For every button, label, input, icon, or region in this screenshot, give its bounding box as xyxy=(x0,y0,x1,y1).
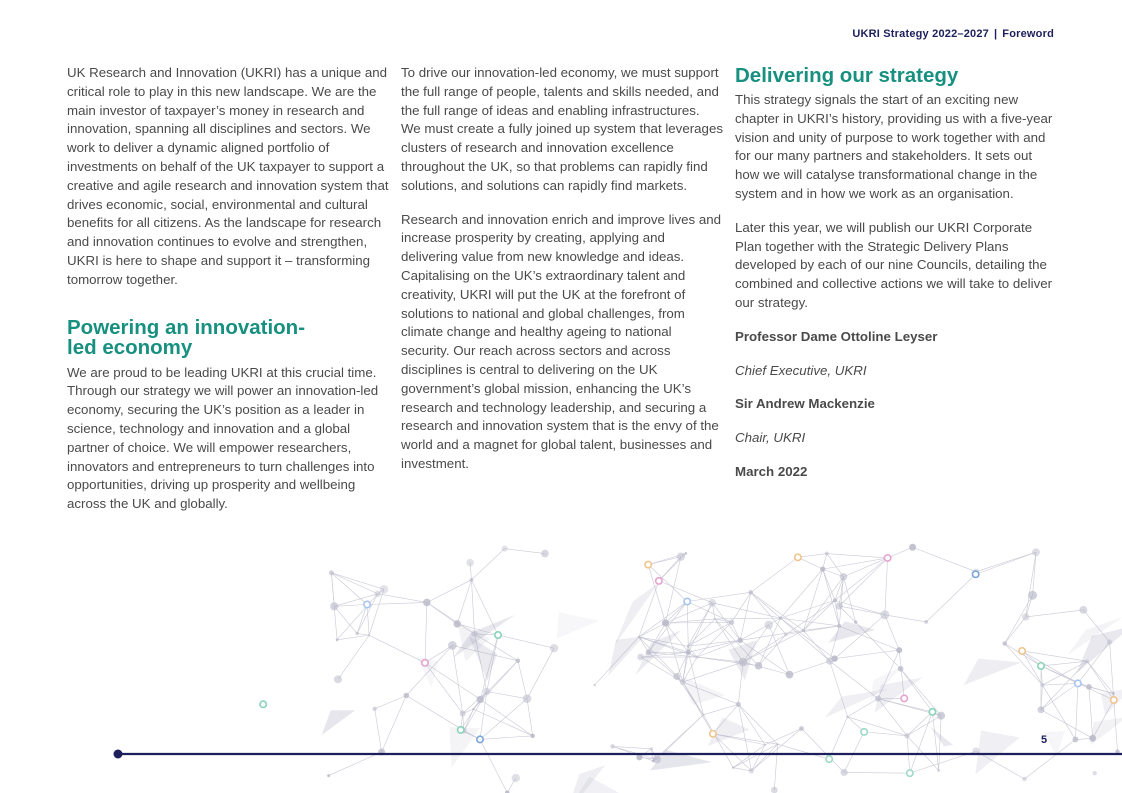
network-node xyxy=(466,559,474,567)
network-node xyxy=(686,650,691,655)
network-node xyxy=(779,617,782,620)
network-link xyxy=(452,645,462,713)
network-node xyxy=(739,658,748,667)
running-header-title: UKRI Strategy 2022–2027 xyxy=(852,28,989,40)
page-number: 5 xyxy=(1041,734,1048,746)
network-link xyxy=(1042,683,1077,685)
network-node xyxy=(650,747,653,750)
column-2 xyxy=(401,64,723,489)
network-node xyxy=(1032,548,1040,556)
network-node xyxy=(854,620,857,623)
network-node xyxy=(732,766,735,769)
network-link xyxy=(823,569,840,626)
network-link xyxy=(738,704,777,744)
network-node xyxy=(835,602,842,609)
network-node xyxy=(684,598,690,604)
network-link xyxy=(976,552,1036,571)
network-node xyxy=(653,755,661,763)
network-node xyxy=(1079,606,1087,614)
network-node xyxy=(368,634,370,636)
network-node xyxy=(771,787,778,793)
network-node xyxy=(329,570,334,575)
network-link xyxy=(801,728,844,772)
network-link xyxy=(331,573,367,605)
network-node xyxy=(861,729,867,735)
network-link xyxy=(464,692,487,731)
network-link xyxy=(751,592,781,618)
network-node xyxy=(1037,706,1044,713)
network-node xyxy=(749,768,754,773)
network-link xyxy=(798,557,823,569)
network-node xyxy=(749,590,753,594)
network-link xyxy=(843,558,887,577)
network-link xyxy=(1033,552,1036,595)
network-link xyxy=(427,580,472,603)
network-link xyxy=(827,554,844,577)
network-link xyxy=(527,699,533,736)
network-link xyxy=(907,712,932,736)
network-node xyxy=(477,696,484,703)
network-link xyxy=(1026,552,1036,617)
signatory-name: Professor Dame Ottoline Leyser xyxy=(735,328,938,344)
network-link xyxy=(844,732,864,773)
network-node xyxy=(1022,777,1027,782)
network-node xyxy=(1022,613,1029,620)
network-node xyxy=(1111,697,1117,703)
network-node xyxy=(695,655,698,658)
network-node xyxy=(1112,692,1115,695)
network-link xyxy=(844,772,910,773)
network-link xyxy=(1024,740,1075,779)
section-heading-powering: Powering an innovation-led economy xyxy=(67,315,306,359)
network-link xyxy=(780,600,835,618)
network-node xyxy=(898,666,904,672)
network-node xyxy=(1086,684,1092,690)
network-link xyxy=(790,661,830,675)
network-link xyxy=(378,594,427,603)
network-node xyxy=(909,544,916,551)
network-link xyxy=(518,661,527,699)
network-link xyxy=(1005,617,1026,644)
network-node xyxy=(884,555,890,561)
strategy-signals-paragraph: This strategy signals the start of an exciting new chapter in UKRI’s history, providing us with a five-year vision and unity of purpose to work together with and for our many partners and stakeholders. It sets out how we will catalyse transformational change in the system and in how we work as an organisation. xyxy=(735,92,1053,201)
network-facet xyxy=(828,621,875,642)
network-link xyxy=(357,633,369,635)
network-link xyxy=(527,648,554,698)
network-node xyxy=(1085,659,1089,663)
network-link xyxy=(687,601,688,652)
network-node xyxy=(422,660,428,666)
network-node xyxy=(656,578,662,584)
network-node xyxy=(684,552,687,555)
network-link xyxy=(505,549,545,554)
network-link xyxy=(843,577,855,622)
network-node xyxy=(336,639,339,642)
network-link xyxy=(369,635,425,663)
network-node xyxy=(636,754,642,760)
network-node xyxy=(840,769,847,776)
network-link xyxy=(885,558,888,615)
network-link xyxy=(926,574,975,622)
network-node xyxy=(1019,648,1025,654)
network-link xyxy=(382,695,407,751)
network-node xyxy=(1040,683,1044,687)
running-header-section: Foreword xyxy=(1002,28,1054,40)
network-node xyxy=(904,733,909,738)
network-node xyxy=(777,743,779,745)
network-link xyxy=(829,717,847,759)
network-link xyxy=(331,573,377,594)
network-link xyxy=(751,557,798,592)
network-facet xyxy=(614,583,658,646)
network-link xyxy=(406,695,464,730)
network-node xyxy=(937,769,940,772)
network-node xyxy=(826,756,832,762)
network-node xyxy=(764,744,766,746)
network-link xyxy=(457,580,471,624)
network-link xyxy=(780,569,822,618)
network-node xyxy=(880,610,889,619)
network-node xyxy=(929,709,935,715)
network-link xyxy=(498,635,554,648)
network-link xyxy=(703,704,738,715)
network-facet xyxy=(322,710,356,735)
network-link xyxy=(732,622,741,640)
network-node xyxy=(784,633,788,637)
network-node xyxy=(1075,680,1081,686)
footer-rule-dot xyxy=(114,750,123,759)
network-link xyxy=(913,547,976,571)
corporate-plan-paragraph: Later this year, we will publish our UKRI Corporate Plan together with the Strategic Delivery Plans developed by each of our nine Councils, detailing the combined and collective actions we will take to deliver our strategy. xyxy=(735,219,1053,310)
network-link xyxy=(885,615,926,622)
signature-date: March 2022 xyxy=(735,463,808,479)
network-link xyxy=(334,606,357,633)
network-facet xyxy=(556,612,599,639)
network-link xyxy=(480,739,507,792)
network-node xyxy=(1089,735,1096,742)
section-heading-delivering: Delivering our strategy xyxy=(735,64,959,87)
network-link xyxy=(751,745,765,771)
network-link xyxy=(697,622,732,657)
network-node xyxy=(423,599,431,607)
network-node xyxy=(786,671,794,679)
network-node xyxy=(840,573,848,581)
network-link xyxy=(732,592,751,622)
network-node xyxy=(901,695,907,701)
signatory-role: Chief Executive, UKRI xyxy=(735,362,867,378)
network-node xyxy=(765,621,774,630)
network-facet xyxy=(964,659,1022,685)
network-node xyxy=(541,550,549,558)
network-node xyxy=(755,662,763,670)
network-node xyxy=(875,695,881,701)
network-node xyxy=(330,602,338,610)
network-facet xyxy=(975,731,1019,775)
network-node xyxy=(460,710,466,716)
network-link xyxy=(733,744,777,767)
network-link xyxy=(798,554,827,558)
network-node xyxy=(687,645,690,648)
network-node xyxy=(470,578,474,582)
network-link xyxy=(357,605,367,634)
network-node xyxy=(680,679,686,685)
network-node xyxy=(448,641,457,650)
network-link xyxy=(639,581,659,637)
network-node xyxy=(802,629,805,632)
network-link xyxy=(759,635,786,666)
network-node xyxy=(1093,771,1097,775)
network-link xyxy=(329,752,382,776)
network-link xyxy=(657,715,703,759)
network-node xyxy=(937,712,945,720)
column-3 xyxy=(735,66,1057,497)
network-node xyxy=(1072,737,1078,743)
network-node xyxy=(833,598,837,602)
network-node xyxy=(550,644,558,652)
network-link xyxy=(715,618,781,619)
network-node xyxy=(736,702,741,707)
network-node xyxy=(795,554,801,560)
network-link xyxy=(888,547,913,558)
network-node xyxy=(471,631,478,638)
network-node xyxy=(907,770,913,776)
network-link xyxy=(939,716,941,771)
network-link xyxy=(648,565,687,602)
network-node xyxy=(737,638,743,644)
network-link xyxy=(751,744,777,771)
network-link xyxy=(803,630,829,661)
network-node xyxy=(372,707,376,711)
network-node xyxy=(820,567,825,572)
network-node xyxy=(1002,641,1007,646)
network-node xyxy=(472,708,474,710)
network-link xyxy=(425,602,427,662)
network-link xyxy=(885,615,899,650)
network-link xyxy=(823,569,835,600)
network-link xyxy=(687,592,751,601)
innovation-economy-paragraph: To drive our innovation-led economy, we must support the full range of people, talents and skills needed, and the full range of ideas and enabling infrastructures. We must create a fully joined up system that leverages clusters of research and innovation excellence throughout the UK, so that problems can rapidly find solutions, and solutions can rapidly find markets. xyxy=(401,65,723,193)
network-link xyxy=(976,552,1036,574)
network-link xyxy=(712,603,780,618)
network-link xyxy=(1042,685,1075,739)
network-link xyxy=(480,699,527,740)
network-node xyxy=(404,693,410,699)
network-node xyxy=(495,632,501,638)
network-node xyxy=(677,552,685,560)
intro-paragraph: UK Research and Innovation (UKRI) has a unique and critical role to play in this new landscape. We are the main investor of taxpayer’s money in research and innovation, spanning all disciplines and sectors. We work to deliver a dynamic aligned portfolio of investments on behalf of the UK taxpayer to support a creative and agile research and innovation system that drives economic, social, environmental and cultural benefits for all citizens. As the landscape for research and innovation continues to evolve and strengthen, UKRI is here to shape and support it – transforming tomorrow together. xyxy=(67,65,389,287)
network-node xyxy=(972,571,978,577)
network-node xyxy=(825,552,829,556)
network-link xyxy=(683,662,743,682)
network-node xyxy=(364,601,370,607)
network-node xyxy=(637,654,644,661)
network-link xyxy=(1026,610,1084,617)
network-node xyxy=(924,620,928,624)
network-link xyxy=(480,736,533,740)
network-triangles xyxy=(322,583,1122,793)
network-node xyxy=(710,731,716,737)
network-node xyxy=(516,658,521,663)
running-header-separator: | xyxy=(994,28,998,40)
network-link xyxy=(338,635,369,679)
network-link xyxy=(743,662,789,675)
network-node xyxy=(502,546,508,552)
network-node xyxy=(896,647,902,653)
research-enrich-paragraph: Research and innovation enrich and improve lives and increase prosperity by creating, applying and delivering value from new knowledge and ideas. Capitalising on the UK’s extraordinary talent and creativity, UKRI will put the UK at the forefront of solutions to national and global challenges, from climate change and healthy ageing to national security. Our reach across sectors and across disciplines is central to delivering on the UK government’s global mission, enhancing the UK’s research and technology leadership, and securing a research and innovation system that is the envy of the world and a magnet for global talent, businesses and investment. xyxy=(401,211,722,471)
network-node xyxy=(831,655,837,661)
running-header xyxy=(852,28,1054,40)
network-node xyxy=(645,561,651,567)
network-node xyxy=(610,744,615,749)
network-link xyxy=(1075,683,1077,739)
network-node xyxy=(483,688,490,695)
signatory-name: Sir Andrew Mackenzie xyxy=(735,396,875,412)
network-node xyxy=(702,713,705,716)
network-node xyxy=(846,716,848,718)
network-link xyxy=(932,712,938,771)
network-node xyxy=(375,591,381,597)
network-node xyxy=(355,632,358,635)
network-node xyxy=(638,636,640,638)
network-node xyxy=(457,727,463,733)
network-link xyxy=(487,692,527,699)
network-link xyxy=(639,601,687,636)
network-link xyxy=(827,554,888,558)
network-link xyxy=(331,573,384,590)
network-facet xyxy=(1090,717,1122,745)
network-facet xyxy=(930,726,953,746)
network-link xyxy=(480,699,532,735)
network-node xyxy=(708,599,716,607)
network-link xyxy=(665,601,687,623)
network-node xyxy=(646,649,652,655)
network-link xyxy=(471,549,504,580)
network-node xyxy=(799,726,804,731)
network-link xyxy=(367,605,369,636)
network-node xyxy=(260,701,266,707)
network-link xyxy=(463,692,487,714)
network-link xyxy=(367,602,427,604)
network-node xyxy=(327,774,330,777)
network-node xyxy=(673,673,680,680)
network-link xyxy=(778,744,830,759)
network-node xyxy=(594,684,596,686)
network-node xyxy=(714,618,716,620)
network-node xyxy=(729,620,735,626)
network-node xyxy=(530,734,534,738)
network-link xyxy=(1022,651,1087,661)
network-link xyxy=(1041,666,1078,683)
network-link xyxy=(375,709,382,752)
network-link xyxy=(803,626,839,630)
network-link xyxy=(471,580,474,634)
network-node xyxy=(380,585,388,593)
network-link xyxy=(740,592,751,640)
network-node xyxy=(523,694,532,703)
network-node xyxy=(837,624,841,628)
signatory-role: Chair, UKRI xyxy=(735,430,806,446)
network-link xyxy=(337,635,369,640)
network-node xyxy=(477,736,483,742)
network-node xyxy=(1107,639,1112,644)
powering-paragraph: We are proud to be leading UKRI at this crucial time. Through our strategy we will power an innovation-led economy, securing the UK’s position as a leader in science, technology and innovation and a global partner of choice. We will empower researchers, innovators and entrepreneurs to turn challenges into opportunities, driving up prosperity and wellbeing across the UK and globally. xyxy=(67,364,379,512)
network-node xyxy=(1028,591,1037,600)
network-node xyxy=(662,619,669,626)
network-node xyxy=(512,774,520,782)
network-link xyxy=(733,745,765,768)
network-facet xyxy=(681,676,726,705)
network-link xyxy=(901,669,942,716)
network-node xyxy=(454,620,461,627)
column-1 xyxy=(67,64,389,529)
network-node xyxy=(1038,663,1044,669)
network-link xyxy=(1041,683,1078,709)
network-link xyxy=(1089,687,1093,738)
network-node xyxy=(334,675,342,683)
network-link xyxy=(839,606,885,615)
